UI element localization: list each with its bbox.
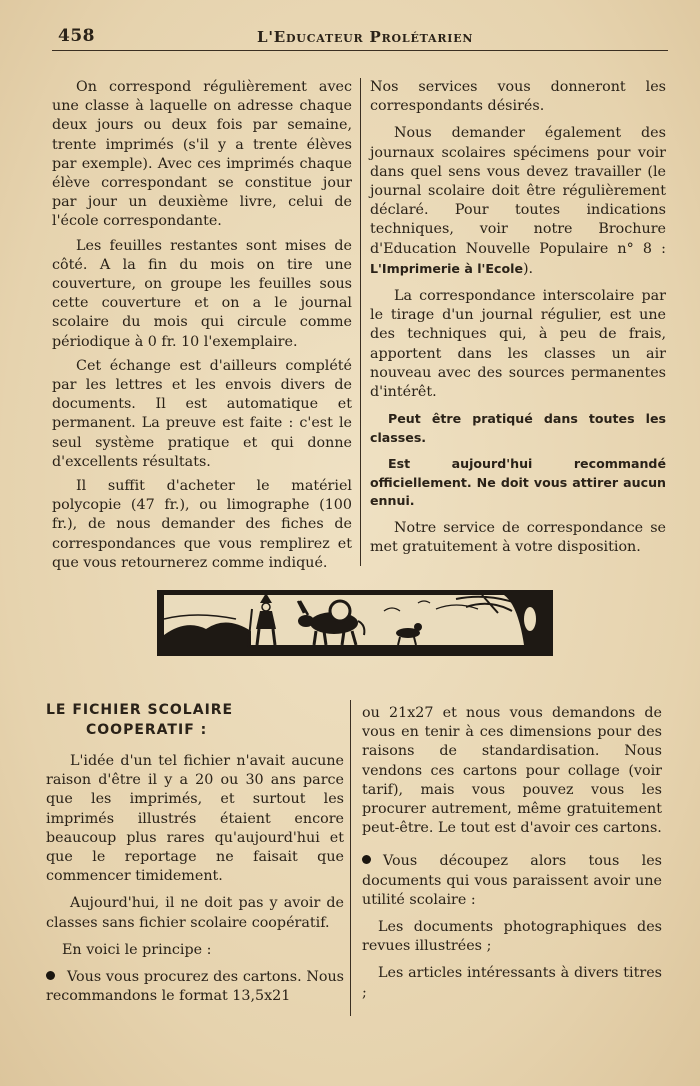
dog-head xyxy=(414,623,422,631)
shepherd-head xyxy=(262,603,270,611)
paragraph-text: Nous demander également des journaux scolaires spécimens pour voir dans quel sens vous devez travailler (le journal scolaire doit être régulièrement déclaré. Pour toutes indications techniques, voir notre Brochure d'Education Nouvelle Populaire n° 8 : xyxy=(370,125,666,257)
paragraph: Notre service de correspondance se met gratuitement à votre disposition. xyxy=(370,519,666,555)
section-title-line: LE FICHIER SCOLAIRE xyxy=(46,702,234,718)
paragraph: Il suffit d'acheter le matériel polycopie (47 fr.), ou limographe (100 fr.), de nous demander des fiches de correspondances que vous remplirez et que vous retournerez comme indiqué. xyxy=(52,478,352,571)
paragraph-text: Vous vous procurez des cartons. Nous recommandons le format 13,5x21 xyxy=(46,969,344,1005)
page-number: 458 xyxy=(58,26,95,46)
bullet-paragraph xyxy=(46,968,344,1006)
paragraph: L'idée d'un tel fichier n'avait aucune raison d'être il y a 20 ou 30 ans parce que les imprimés, et surtout les imprimés illustrés étaient encore beaucoup plus rares qu'aujourd'hui et que le reportage ne faisait que commencer timidement. xyxy=(46,753,344,885)
bold-statement: Est aujourd'hui recommandé officiellement. Ne doit vous attirer aucun ennui. xyxy=(370,456,666,509)
section-title xyxy=(46,700,344,740)
paragraph: ou 21x27 et nous vous demandons de vous en tenir à ces dimensions pour des raisons de standardisation. Nous vendons ces cartons pour collage (voir tarif), mais vous pouvez vous les procurer autrement, même gratuitement peut-être. Le tout est d'avoir ces cartons. xyxy=(362,705,662,837)
paragraph: Aujourd'hui, il ne doit pas y avoir de classes sans fichier scolaire coopératif. xyxy=(46,895,344,931)
bold-statement: Peut être pratiqué dans toutes les classes. xyxy=(370,411,666,445)
bullet-icon xyxy=(46,971,55,980)
paragraph: Les documents photographiques des revues illustrées ; xyxy=(362,919,662,955)
bottom-left-column xyxy=(46,700,344,1014)
paragraph: En voici le principe : xyxy=(62,941,212,958)
paragraph: Cet échange est d'ailleurs complété par les lettres et les envois divers de documents. Il est automatique et permanent. La preuve est faite : c'est le seul système pratique et qui donne d'excellents résultats. xyxy=(52,357,352,470)
decorative-vignette xyxy=(156,589,554,657)
paragraph-end: ). xyxy=(522,260,534,277)
bottom-right-column xyxy=(362,704,662,1011)
paragraph: La correspondance interscolaire par le tirage d'un journal régulier, est une des techniques qui, à peu de frais, apportent dans les classes un air nouveau avec des sources permanentes d'intérêt. xyxy=(370,288,666,401)
paragraph xyxy=(370,124,666,279)
bullet-icon xyxy=(362,855,371,864)
tree-hollow xyxy=(524,607,536,631)
column-divider xyxy=(360,78,361,566)
column-divider xyxy=(350,700,351,1016)
journal-title: L'Educateur Prolétarien xyxy=(257,28,474,46)
paragraph: Nos services vous donneront les correspondants désirés. xyxy=(370,79,666,115)
donkey-pack xyxy=(330,601,350,621)
page-header xyxy=(52,26,668,52)
paragraph: On correspond régulièrement avec une classe à laquelle on adresse chaque deux jours ou deux fois par semaine, trente imprimés (s'il y a trente élèves par exemple). Avec ces imprimés chaque élève correspondant se constitue jour par jour un deuxième livre, celui de l'école correspondante. xyxy=(52,79,352,230)
top-right-column xyxy=(370,78,666,565)
header-rule xyxy=(52,50,668,51)
paragraph: Les feuilles restantes sont mises de côté. A la fin du mois on tire une couverture, on groupe les feuilles sous cette couverture et on a le journal scolaire du mois qui circule comme périodique à 0 fr. 10 l'exemplaire. xyxy=(52,237,352,350)
top-left-column xyxy=(52,78,352,573)
section-title-line: COOPERATIF : xyxy=(86,722,208,738)
bullet-paragraph xyxy=(362,852,662,910)
paragraph-text: Vous découpez alors tous les documents qui vous paraissent avoir une utilité scolaire : xyxy=(362,853,662,908)
brochure-title: L'Imprimerie à l'Ecole xyxy=(370,260,523,276)
paragraph: Les articles intéressants à divers titres ; xyxy=(362,965,662,1001)
